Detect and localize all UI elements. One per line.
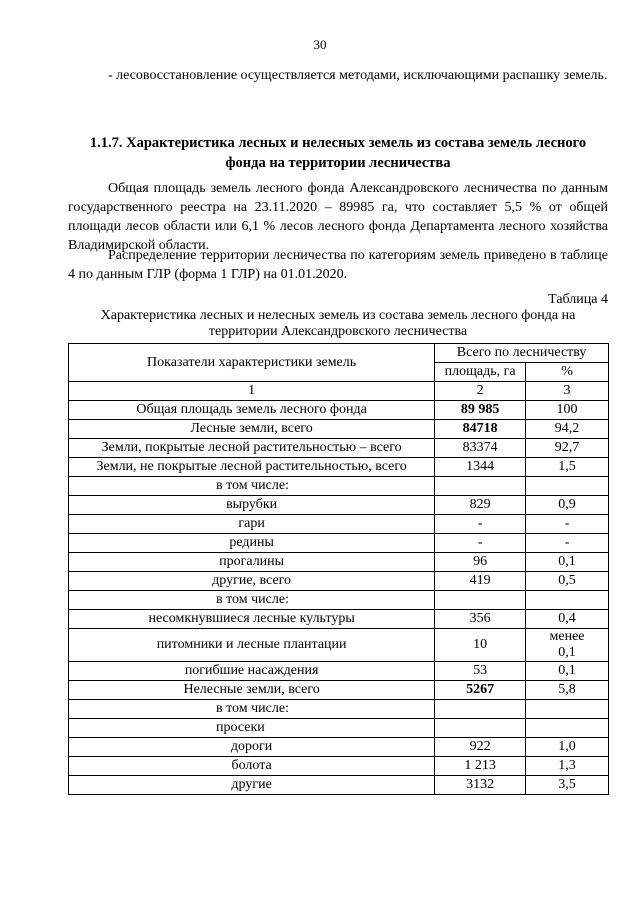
row-label: редины — [69, 534, 435, 553]
table-row — [69, 477, 609, 496]
row-label: другие — [69, 776, 435, 795]
intro-paragraph: - лесовосстановление осуществляется методами, исключающими распашку земель. — [108, 68, 608, 83]
table-row — [69, 629, 609, 662]
paragraph-1: Общая площадь земель лесного фонда Александровского лесничества по данным государственного реестра на 23.11.2020 – 89985 га, что составляет 5,5 % от общей площади лесов области или 6,1 % лесов лесного фонда Департамента лесного хозяйства Владимирской области. — [68, 181, 608, 253]
table-row — [69, 572, 609, 591]
row-label: вырубки — [69, 496, 435, 515]
row-label: в том числе: — [69, 700, 435, 719]
row-label: несомкнувшиеся лесные культуры — [69, 610, 435, 629]
row-label: питомники и лесные плантации — [69, 629, 435, 662]
header-total: Всего по лесничеству — [435, 344, 609, 363]
row-label: Нелесные земли, всего — [69, 681, 435, 700]
table-row — [69, 776, 609, 795]
row-area — [435, 700, 526, 719]
row-area: 356 — [435, 610, 526, 629]
row-label: Общая площадь земель лесного фонда — [69, 401, 435, 420]
table-row — [69, 681, 609, 700]
row-label: Лесные земли, всего — [69, 420, 435, 439]
header-indicator: Показатели характеристики земель — [69, 344, 435, 382]
row-percent: менее 0,1 — [526, 629, 609, 662]
row-label: Земли, покрытые лесной растительностью – всего — [69, 439, 435, 458]
row-area: 829 — [435, 496, 526, 515]
row-percent: 0,9 — [526, 496, 609, 515]
table-row — [69, 515, 609, 534]
row-percent: 1,3 — [526, 757, 609, 776]
row-percent — [526, 591, 609, 610]
column-number: 3 — [526, 382, 609, 401]
row-percent: 0,1 — [526, 662, 609, 681]
table-row — [69, 496, 609, 515]
row-area: 1344 — [435, 458, 526, 477]
row-label: в том числе: — [69, 591, 435, 610]
row-area: 96 — [435, 553, 526, 572]
row-area: 5267 — [435, 681, 526, 700]
row-label: Земли, не покрытые лесной растительностью, всего — [69, 458, 435, 477]
table-row — [69, 458, 609, 477]
row-label: гари — [69, 515, 435, 534]
page-number: 30 — [313, 37, 327, 52]
land-characteristics-table — [68, 343, 609, 795]
table-row — [69, 757, 609, 776]
row-area: 84718 — [435, 420, 526, 439]
row-area: - — [435, 534, 526, 553]
row-area: 83374 — [435, 439, 526, 458]
row-percent: 100 — [526, 401, 609, 420]
row-area: 10 — [435, 629, 526, 662]
column-number: 2 — [435, 382, 526, 401]
row-percent: 0,1 — [526, 553, 609, 572]
table-row — [69, 719, 609, 738]
table-number: Таблица 4 — [548, 292, 608, 307]
row-area: - — [435, 515, 526, 534]
row-percent: 3,5 — [526, 776, 609, 795]
table-row — [69, 700, 609, 719]
row-area — [435, 719, 526, 738]
table-row — [69, 591, 609, 610]
row-percent: 1,0 — [526, 738, 609, 757]
table-row — [69, 439, 609, 458]
row-percent — [526, 700, 609, 719]
row-area: 89 985 — [435, 401, 526, 420]
row-percent: 92,7 — [526, 439, 609, 458]
row-area: 419 — [435, 572, 526, 591]
row-percent: 94,2 — [526, 420, 609, 439]
column-number-row — [69, 382, 609, 401]
row-percent: 0,4 — [526, 610, 609, 629]
table-row — [69, 534, 609, 553]
row-percent — [526, 719, 609, 738]
row-percent: 5,8 — [526, 681, 609, 700]
row-percent: 0,5 — [526, 572, 609, 591]
paragraph-2: Распределение территории лесничества по категориям земель приведено в таблице 4 по данным ГЛР (форма 1 ГЛР) на 01.01.2020. — [68, 248, 608, 282]
table-row — [69, 610, 609, 629]
row-area: 922 — [435, 738, 526, 757]
row-label: болота — [69, 757, 435, 776]
section-heading: 1.1.7. Характеристика лесных и нелесных земель из состава земель лесного фонда на территории лесничества — [89, 135, 587, 171]
table-row — [69, 553, 609, 572]
row-area: 3132 — [435, 776, 526, 795]
row-label: дороги — [69, 738, 435, 757]
row-percent: 1,5 — [526, 458, 609, 477]
table-row — [69, 738, 609, 757]
row-percent: - — [526, 534, 609, 553]
table-row — [69, 420, 609, 439]
row-label: погибшие насаждения — [69, 662, 435, 681]
row-label: прогалины — [69, 553, 435, 572]
header-area: площадь, га — [435, 363, 526, 382]
row-label: другие, всего — [69, 572, 435, 591]
row-percent — [526, 477, 609, 496]
header-percent: % — [526, 363, 609, 382]
row-area: 53 — [435, 662, 526, 681]
table-row — [69, 401, 609, 420]
table-row — [69, 662, 609, 681]
row-label: в том числе: — [69, 477, 435, 496]
row-percent: - — [526, 515, 609, 534]
row-label: просеки — [69, 719, 435, 738]
row-area — [435, 591, 526, 610]
row-area: 1 213 — [435, 757, 526, 776]
table-caption: Характеристика лесных и нелесных земель из состава земель лесного фонда на территории Александровского лесничества — [100, 308, 576, 339]
column-number: 1 — [69, 382, 435, 401]
row-area — [435, 477, 526, 496]
